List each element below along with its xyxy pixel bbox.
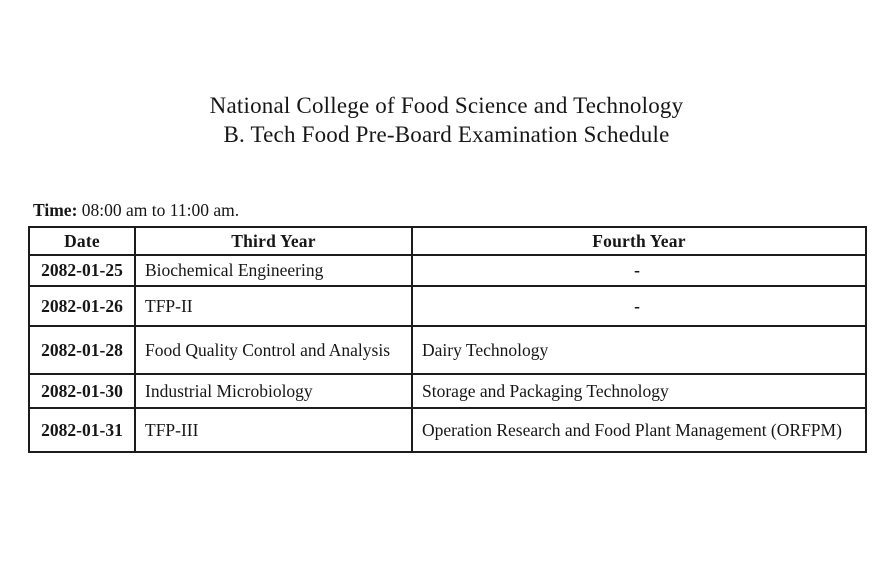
- schedule-row: [29, 408, 866, 452]
- schedule-header: [29, 227, 866, 255]
- exam-time-line: [33, 200, 239, 221]
- header-row: [29, 227, 866, 255]
- fourth-year-cell: Dairy Technology: [412, 326, 866, 374]
- date-cell: 2082-01-25: [29, 255, 135, 286]
- third-year-cell: TFP-III: [135, 408, 412, 452]
- third-year-cell: TFP-II: [135, 286, 412, 326]
- header-fourth-year: Fourth Year: [412, 227, 866, 255]
- exam-schedule-table: [28, 226, 867, 453]
- date-cell: 2082-01-26: [29, 286, 135, 326]
- third-year-cell: Food Quality Control and Analysis: [135, 326, 412, 374]
- fourth-year-cell: Operation Research and Food Plant Management (ORFPM): [412, 408, 866, 452]
- fourth-year-cell: Storage and Packaging Technology: [412, 374, 866, 408]
- date-cell: 2082-01-28: [29, 326, 135, 374]
- document-title-block: [0, 91, 893, 149]
- date-cell: 2082-01-30: [29, 374, 135, 408]
- time-value: 08:00 am to 11:00 am.: [81, 200, 240, 220]
- document-subtitle: B. Tech Food Pre-Board Examination Schedule: [223, 122, 670, 147]
- header-date: Date: [29, 227, 135, 255]
- third-year-cell: Biochemical Engineering: [135, 255, 412, 286]
- header-third-year: Third Year: [135, 227, 412, 255]
- fourth-year-cell: -: [412, 286, 866, 326]
- schedule-row: [29, 326, 866, 374]
- time-label: Time:: [33, 200, 78, 220]
- schedule-body: [29, 255, 866, 452]
- document-title: National College of Food Science and Technology: [209, 93, 684, 118]
- schedule-row: [29, 286, 866, 326]
- fourth-year-cell: -: [412, 255, 866, 286]
- date-cell: 2082-01-31: [29, 408, 135, 452]
- third-year-cell: Industrial Microbiology: [135, 374, 412, 408]
- schedule-row: [29, 255, 866, 286]
- schedule-row: [29, 374, 866, 408]
